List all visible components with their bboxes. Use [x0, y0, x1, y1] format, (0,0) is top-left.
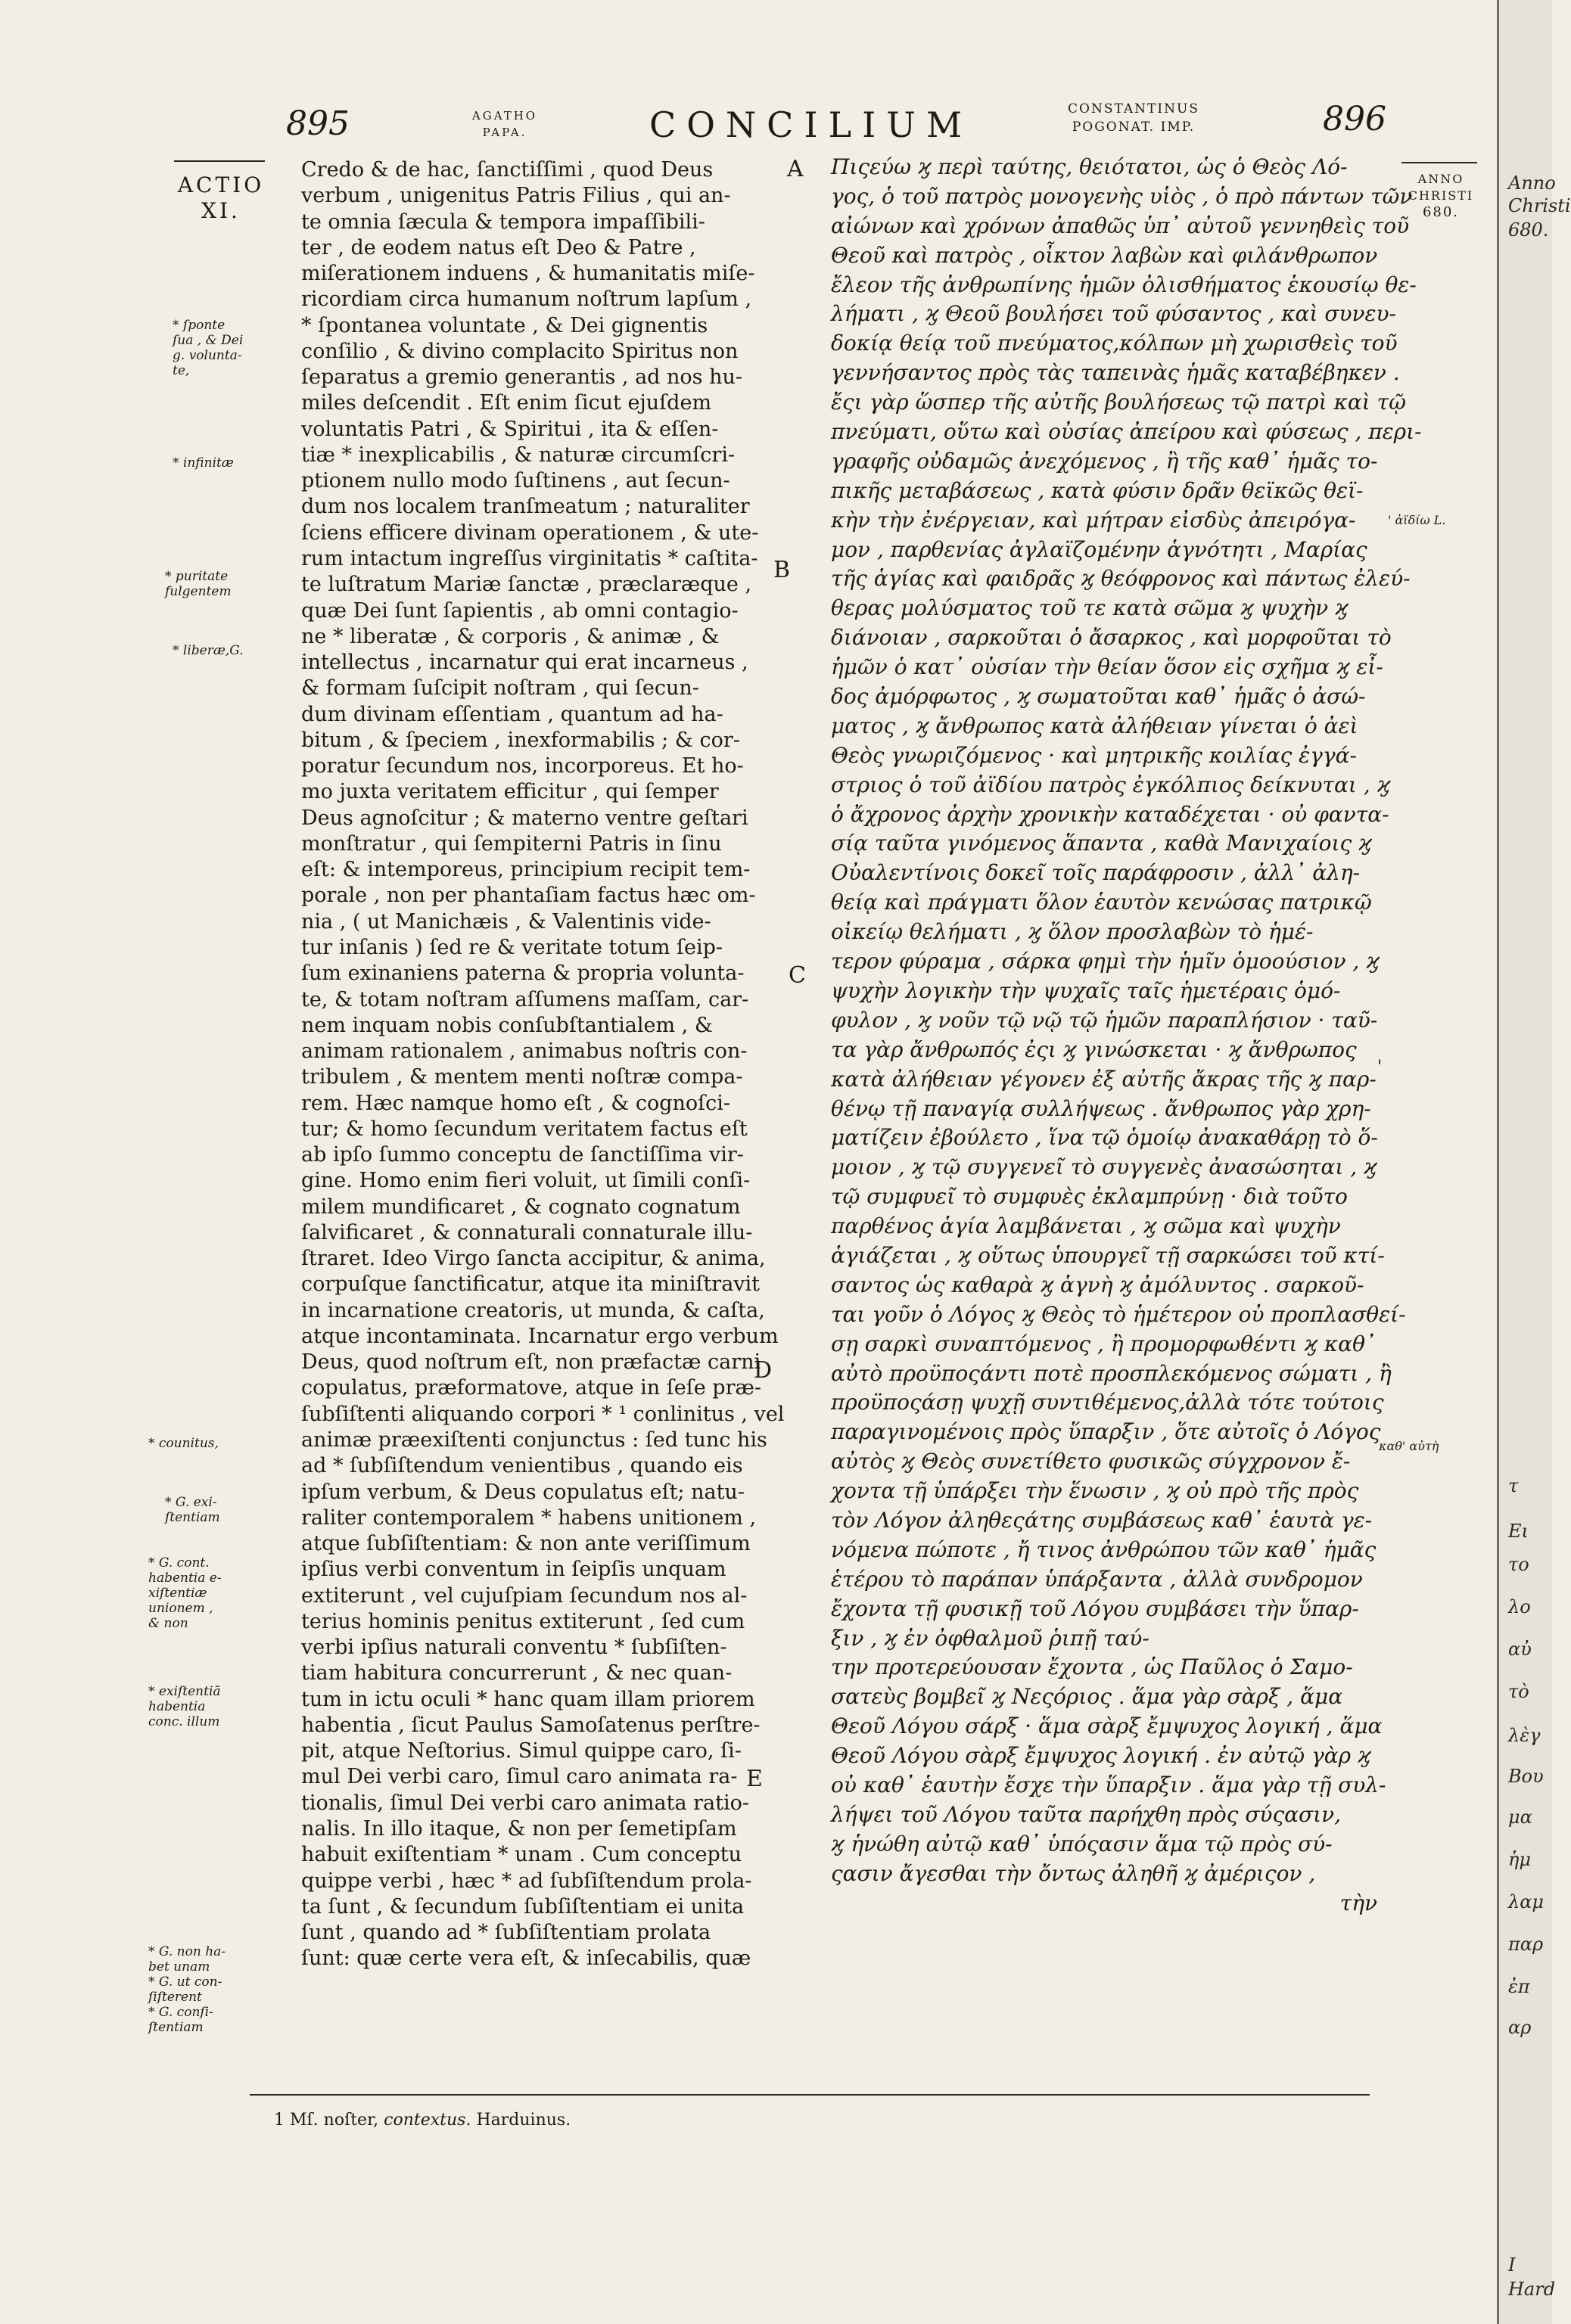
right-page-number: 896: [1323, 100, 1386, 138]
latin-line: mul Dei verbi caro, ſimul caro animata ra-: [301, 1765, 738, 1789]
greek-line: οἰκείῳ θελήματι , ϗ ὅλον προσλαβὼν τὸ ἡμέ-: [831, 919, 1314, 945]
note-line: bet unam: [148, 1959, 210, 1974]
greek-line: τερον φύραμα , σάρκα φημὶ τὴν ἡμῖν ὁμοούσιον , ϗ: [831, 949, 1380, 974]
page-title: CONCILIUM: [649, 104, 973, 145]
note-line: ſua , & Dei: [173, 333, 244, 348]
greek-line: κατὰ ἀλήθειαν γέγονεν ἐξ αὐτῆς ἄκρας τῆς ϗ παρ-: [831, 1066, 1377, 1092]
greek-line: τῆς ἁγίας καὶ φαιδρᾶς ϗ θεόφρονος καὶ πάντως ἐλεύ-: [831, 566, 1411, 592]
note-line: * ſponte: [173, 318, 226, 333]
greek-line: λήματι , ϗ Θεοῦ βουλήσει τοῦ φύσαντος , καὶ συνευ-: [831, 301, 1397, 327]
right-note-mark: ': [1377, 1058, 1383, 1077]
latin-line: milem mundificaret , & cognato cognatum: [301, 1195, 741, 1219]
margin-note-libera: [173, 643, 294, 658]
greek-line: αὐτὸ προϋποςάντι ποτὲ προσπλεκόμενος σώματι , ἢ: [831, 1360, 1392, 1386]
latin-line: Deus agnoſcitur ; & materno ventre geſtari: [301, 806, 748, 830]
greek-line: φυλον , ϗ νοῦν τῷ νῷ τῷ ἡμῶν παραπλήσιον · ταῦ-: [831, 1007, 1378, 1033]
next-page-fragment: αρ: [1508, 2017, 1532, 2038]
latin-line: terius hominis penitus extiterunt , ſed cum: [301, 1609, 745, 1633]
greek-line: Θεοῦ Λόγου σάρξ · ἅμα σὰρξ ἔμψυχος λογική , ἅμα: [831, 1713, 1383, 1739]
latin-line: ter , de eodem natus eſt Deo & Patre ,: [301, 235, 696, 259]
greek-line: ἡμῶν ὁ κατ᾽ οὐσίαν τὴν θείαν ὅσον εἰς σχῆμα ϗ εἶ-: [831, 654, 1383, 680]
latin-line: verbi ipſius naturali conventu * ſubſiſten-: [301, 1636, 727, 1660]
header-author-sub: PAPA.: [482, 126, 527, 139]
section-letter-e: E: [746, 1766, 763, 1792]
greek-line: θένῳ τῇ παναγίᾳ συλλήψεως . ἄνθρωπος γὰρ χρη-: [831, 1095, 1371, 1121]
latin-line: tribulem , & mentem menti noſtræ compa-: [301, 1065, 743, 1089]
latin-line: rem. Hæc namque homo eſt , & cognoſci-: [301, 1091, 731, 1115]
footnote: [274, 2111, 571, 2130]
latin-line: quippe verbi , hæc * ad ſubſiſtendum prola-: [301, 1869, 752, 1893]
next-page-fragment: ἐπ: [1508, 1976, 1530, 1997]
latin-line: tiam habitura concurrerunt , & nec quan-: [301, 1661, 733, 1686]
note-line: * counitus,: [148, 1436, 219, 1451]
note-line: ſtentiam: [148, 2020, 204, 2035]
latin-line: ipſius verbi conventum in ſeipſis unquam: [301, 1558, 726, 1582]
greek-line: Οὐαλεντίνοις δοκεῖ τοῖς παράφροσιν , ἀλλ᾽ ἀλη-: [831, 860, 1361, 886]
latin-line: nalis. In illo itaque, & non per ſemetipſam: [301, 1817, 737, 1841]
latin-line: animæ præexiſtenti conjunctus : ſed tunc his: [301, 1428, 767, 1452]
section-letter-b: B: [773, 557, 791, 583]
greek-line: θείᾳ καὶ πράγματι ὅλον ἑαυτὸν κενώσας πατρικῷ: [831, 890, 1372, 915]
greek-line: τὸν Λόγον ἀληθεςάτης συμβάσεως καθ᾽ ἑαυτὰ γε-: [831, 1507, 1373, 1533]
latin-line: ad * ſubſiſtendum venientibus , quando eis: [301, 1454, 743, 1478]
greek-line: ματίζειν ἐβούλετο , ἵνα τῷ ὁμοίῳ ἀνακαθάρῃ τὸ ὅ-: [831, 1125, 1378, 1151]
latin-line: conſilio , & divino complacito Spiritus non: [301, 339, 739, 363]
greek-line: ματος , ϗ ἄνθρωπος κατὰ ἀλήθειαν γίνεται ὁ ἀεὶ: [831, 713, 1358, 738]
note-line: ſiſterent: [148, 1990, 202, 2005]
greek-line: προϋποςάσῃ ψυχῇ συντιθέμενος,ἀλλὰ τότε τούτοις: [831, 1390, 1384, 1415]
latin-line: extiterunt , vel cujuſpiam ſecundum nos al-: [301, 1583, 748, 1608]
margin-note-puritate: [165, 569, 286, 599]
greek-line: ἔχοντα τῇ φυσικῇ τοῦ Λόγου συμβάσει τὴν ὕπαρ-: [831, 1595, 1359, 1621]
greek-line: στριος ὁ τοῦ ἀϊδίου πατρὸς ἐγκόλπιος δείκνυται , ϗ: [831, 772, 1391, 797]
note-line: * G. cont.: [148, 1555, 210, 1571]
greek-line: τα γὰρ ἄνθρωπός ἐςι ϗ γινώσκεται · ϗ ἄνθρωπος: [831, 1036, 1357, 1062]
note-line: * exiſtentiā: [148, 1684, 221, 1699]
latin-line: Credo & de hac, ſanctiſſimi , quod Deus: [301, 158, 714, 182]
next-page-fragment: Anno: [1508, 172, 1556, 194]
section-letter-c: C: [789, 962, 806, 989]
anno-line1: ANNO: [1417, 172, 1464, 186]
next-page-fragment: Christi: [1508, 195, 1571, 216]
latin-line: ab ipſo ſummo conceptu de ſanctiſſima vir-: [301, 1143, 744, 1167]
latin-line: intellectus , incarnatur qui erat incarneus ,: [301, 651, 748, 675]
note-line: * G. exi-: [165, 1495, 217, 1510]
margin-note-exiftentia: [148, 1684, 277, 1729]
left-page-number: 895: [286, 104, 350, 143]
anno-christi: [1400, 171, 1482, 221]
footnote-ref: Harduinus.: [476, 2111, 571, 2130]
latin-line: habuit exiſtentiam * unam . Cum conceptu: [301, 1843, 742, 1867]
greek-line: ὁ ἄχρονος ἀρχὴν χρονικὴν καταδέχεται · οὐ φαντα-: [831, 801, 1389, 827]
next-page-fragment: Hard: [1508, 2279, 1556, 2300]
latin-line: ſunt , quando ad * ſubſiſtentiam prolata: [301, 1921, 711, 1945]
greek-line: Πιςεύω ϗ περὶ ταύτης, θειότατοι, ὡς ὁ Θεὸς Λό-: [831, 154, 1348, 179]
greek-line: μοιον , ϗ τῷ συγγενεῖ τὸ συγγενὲς ἀνασώσηται , ϗ: [831, 1154, 1377, 1180]
latin-line: Deus, quod noſtrum eſt, non præfactæ carni: [301, 1350, 761, 1375]
section-letter-d: D: [754, 1357, 773, 1384]
next-page-fragment: μα: [1508, 1807, 1532, 1828]
note-line: fulgentem: [165, 584, 232, 599]
greek-line: ἔςι γὰρ ὥσπερ τῆς αὐτῆς βουλήσεως τῷ πατρὶ καὶ τῷ: [831, 390, 1406, 415]
anno-line3: 680.: [1422, 204, 1460, 220]
next-page-fragment: λο: [1508, 1596, 1531, 1617]
note-line: & non: [148, 1616, 188, 1631]
latin-line: ſum exinaniens paterna & propria volunta-: [301, 962, 745, 986]
margin-note-nonhabet: [148, 1944, 277, 2035]
greek-line: παραγινομένοις πρὸς ὕπαρξιν , ὅτε αὐτοῖς ὁ Λόγος: [831, 1419, 1381, 1445]
greek-line: Θεὸς γνωριζόμενος · καὶ μητρικῆς κοιλίας ἐγγά-: [831, 742, 1358, 768]
latin-line: dum nos localem tranſmeatum ; naturaliter: [301, 495, 750, 519]
next-page-fragment: Βου: [1508, 1766, 1544, 1787]
note-line: te,: [173, 363, 190, 378]
next-page-edge: [1497, 0, 1571, 2324]
note-line: ſtentiam: [165, 1510, 220, 1525]
note-line: * liberæ,G.: [173, 643, 244, 658]
latin-line: tur; & homo ſecundum veritatem factus eſt: [301, 1117, 748, 1141]
latin-column: [301, 157, 785, 1972]
latin-line: ipſum verbum, & Deus copulatus eſt; natu-: [301, 1480, 745, 1504]
latin-line: tionalis, ſimul Dei verbi caro animata ratio-: [301, 1791, 750, 1815]
latin-line: tum in ictu oculi * hanc quam illam priorem: [301, 1687, 755, 1711]
latin-line: nia , ( ut Manichæis , & Valentinis vide-: [301, 909, 711, 934]
latin-line: ſunt: quæ certe vera eſt, & inſecabilis, quæ: [301, 1947, 751, 1971]
greek-line: σῃ σαρκὶ συναπτόμενος , ἢ προμορφωθέντι ϗ καθ᾽: [831, 1331, 1376, 1356]
greek-line: γος, ὁ τοῦ πατρὸς μονογενὴς υἱὸς , ὁ πρὸ πάντων τῶν: [831, 183, 1413, 209]
latin-line: miles deſcendit . Eſt enim ſicut ejuſdem: [301, 391, 712, 415]
greek-line: θερας μολύσματος τοῦ τε κατὰ σῶμα ϗ ψυχὴν ϗ: [831, 595, 1349, 621]
greek-line: Θεοῦ καὶ πατρὸς , οἶκτον λαβὼν καὶ φιλάνθρωπον: [831, 242, 1378, 268]
note-line: * infinitæ: [173, 455, 234, 471]
greek-line: μον , παρθενίας ἀγλαϊζομένην ἁγνότητι , Μαρίας: [831, 536, 1367, 562]
latin-line: copulatus, præformatove, atque in ſeſe præ-: [301, 1376, 761, 1400]
latin-line: animam rationalem , animabus noſtris con-: [301, 1039, 748, 1064]
note-line: habentia: [148, 1699, 206, 1714]
latin-line: & formam ſuſcipit noſtram , qui ſecun-: [301, 676, 699, 701]
latin-line: bitum , & ſpeciem , inexformabilis ; & cor-: [301, 728, 740, 752]
right-note-l: ' ἀϊδίω L.: [1388, 513, 1446, 527]
latin-line: ſalvificaret , & connaturali connaturale illu-: [301, 1220, 753, 1244]
actio-line1: ACTIO: [177, 172, 265, 197]
greek-line: ται γοῦν ὁ Λόγος ϗ Θεὸς τὸ ἡμέτερον οὐ προπλασθεί-: [831, 1301, 1406, 1327]
header-emperor-line1: CONSTANTINUS: [1068, 101, 1199, 117]
greek-line: παρθένος ἁγία λαμβάνεται , ϗ σῶμα καὶ ψυχὴν: [831, 1213, 1341, 1239]
note-line: habentia e-: [148, 1571, 222, 1586]
latin-line: ptionem nullo modo ſuſtinens , aut ſecun-: [301, 469, 730, 493]
latin-line: ne * liberatæ , & corporis , & animæ , &: [301, 624, 720, 648]
greek-line: λήψει τοῦ Λόγου ταῦτα παρήχθη πρὸς σύςασιν,: [831, 1801, 1342, 1827]
greek-line: διάνοιαν , σαρκοῦται ὁ ἄσαρκος , καὶ μορφοῦται τὸ: [831, 625, 1392, 651]
note-line: * G. conſi-: [148, 2005, 213, 2020]
note-line: conc. illum: [148, 1714, 220, 1729]
greek-line: αἰώνων καὶ χρόνων ἀπαθῶς ὑπ᾽ αὐτοῦ γεννηθεὶς τοῦ: [831, 213, 1410, 238]
latin-line: atque ſubſiſtentiam: & non ante veriſſimum: [301, 1532, 751, 1556]
latin-line: ta ſunt , & ſecundum ſubſiſtentiam ei unita: [301, 1894, 745, 1919]
latin-line: in incarnatione creatoris, ut munda, & caſta,: [301, 1298, 765, 1322]
header-author-name: AGATHO: [471, 109, 538, 123]
next-page-fragment: το: [1508, 1554, 1529, 1575]
latin-line: raliter contemporalem * habens unitionem ,: [301, 1505, 757, 1530]
note-line: * G. non ha-: [148, 1944, 226, 1959]
note-line: xiſtentiæ: [148, 1586, 207, 1601]
latin-line: gine. Homo enim fieri voluit, ut ſimili conſi-: [301, 1169, 751, 1193]
next-page-fragment: παρ: [1508, 1934, 1544, 1955]
greek-line: σαντος ὡς καθαρὰ ϗ ἁγνὴ ϗ ἀμόλυντος . σαρκοῦ-: [831, 1272, 1364, 1297]
latin-line: poratur ſecundum nos, incorporeus. Et ho-: [301, 754, 744, 778]
actio-label: [173, 172, 269, 224]
greek-line: νόμενα πώποτε , ἤ τινος ἀνθρώπου τῶν καθ᾽ ἡμᾶς: [831, 1536, 1377, 1562]
greek-line: τῷ συμφυεῖ τὸ συμφυὲς ἐκλαμπρύνῃ · διὰ τοῦτο: [831, 1184, 1348, 1210]
greek-line: δος ἀμόρφωτος , ϗ σωματοῦται καθ᾽ ἡμᾶς ὁ ἀσώ-: [831, 684, 1366, 710]
latin-line: rum intactum ingreſſus virginitatis * caſtita-: [301, 546, 758, 570]
greek-line: την προτερεύουσαν ἔχοντα , ὡς Παῦλος ὁ Σαμο-: [831, 1654, 1353, 1680]
margin-note-cont: [148, 1555, 277, 1631]
header-author: [463, 107, 546, 141]
greek-line: χοντα τῇ ὑπάρξει τὴν ἕνωσιν , ϗ οὐ πρὸ τῆς πρὸς: [831, 1478, 1359, 1504]
latin-line: te luſtratum Mariæ ſanctæ , præclaræque ,: [301, 573, 752, 597]
note-line: * puritate: [165, 569, 229, 584]
greek-line: γραφῆς οὐδαμῶς ἀνεχόμενος , ἢ τῆς καθ᾽ ἡμᾶς το-: [831, 448, 1378, 474]
latin-line: verbum , unigenitus Patris Filius , qui an-: [301, 184, 731, 208]
greek-line: τὴν: [1339, 1890, 1377, 1915]
greek-line: Θεοῦ Λόγου σὰρξ ἔμψυχος λογική . ἐν αὐτῷ γὰρ ϗ: [831, 1743, 1371, 1769]
latin-line: atque incontaminata. Incarnatur ergo verbum: [301, 1324, 779, 1348]
latin-line: te omnia ſæcula & tempora impaſſibili-: [301, 210, 705, 234]
next-page-fragment: Ι: [1508, 2254, 1516, 2276]
latin-line: corpuſque ſanctificatur, atque ita miniſtravit: [301, 1272, 761, 1297]
next-page-fragment: τ: [1508, 1475, 1519, 1496]
next-page-fragment: αὐ: [1508, 1639, 1532, 1660]
next-page-fragment: λὲγ: [1508, 1725, 1541, 1746]
note-line: g. volunta-: [173, 348, 242, 363]
latin-line: miſerationem induens , & humanitatis miſe-: [301, 262, 755, 286]
latin-line: tur inſanis ) ſed re & veritate totum ſeip-: [301, 935, 723, 959]
greek-line: ἑτέρου τὸ παράπαν ὑπάρξαντα , ἀλλὰ συνδρομον: [831, 1566, 1363, 1592]
greek-line: ψυχὴν λογικὴν τὴν ψυχαῖς ταῖς ἡμετέραις ὁμό-: [831, 977, 1341, 1003]
latin-line: quæ Dei ſunt ſapientis , ab omni contagio-: [301, 598, 739, 623]
latin-line: voluntatis Patri , & Spiritui , ita & eſſen-: [301, 417, 719, 441]
next-page-fragment: τὸ: [1508, 1681, 1529, 1702]
footnote-rule: [250, 2094, 1370, 2096]
latin-line: ſtraret. Ideo Virgo ſancta accipitur, & anima,: [301, 1247, 766, 1271]
next-page-fragment: 680.: [1508, 219, 1549, 241]
footnote-italic: contextus.: [384, 2111, 471, 2130]
actio-line2: XI.: [201, 198, 241, 223]
greek-line: κὴν τὴν ἐνέργειαν, καὶ μήτραν εἰσδὺς ἀπειρόγα-: [831, 507, 1356, 533]
footnote-number: 1: [274, 2111, 285, 2130]
note-line: * G. ut con-: [148, 1974, 222, 1990]
latin-line: ſeparatus a gremio generantis , ad nos hu-: [301, 365, 743, 390]
greek-line: αὐτὸς ϗ Θεὸς συνετίθετο φυσικῶς σύγχρονον ἔ-: [831, 1449, 1351, 1474]
next-page-fragment: ἡμ: [1508, 1849, 1531, 1870]
latin-line: tiæ * inexplicabilis , & naturæ circumſcri-: [301, 443, 736, 467]
greek-line: οὐ καθ᾽ ἑαυτὴν ἔσχε τὴν ὕπαρξιν . ἅμα γὰρ τῇ συλ-: [831, 1772, 1386, 1797]
margin-note-exiftentiam: [165, 1495, 278, 1525]
latin-line: ricordiam circa humanum noſtrum lapſum ,: [301, 287, 752, 312]
anno-line2: CHRISTI: [1408, 188, 1474, 203]
greek-line: πνεύματι, οὕτω καὶ οὐσίας ἀπείρου καὶ φύσεως , περι-: [831, 419, 1422, 445]
right-note-kath: καθ' αὐτὴ: [1379, 1439, 1439, 1453]
greek-line: ξιν , ϗ ἐν ὀφθαλμοῦ ῥιπῇ ταύ-: [831, 1625, 1149, 1651]
header-emperor-line2: POGONAT. IMP.: [1072, 120, 1196, 135]
latin-line: monſtratur , qui ſempiterni Patris in ſinu: [301, 831, 722, 856]
greek-line: ἁγιάζεται , ϗ οὕτως ὑπουργεῖ τῇ σαρκώσει τοῦ κτί-: [831, 1242, 1385, 1268]
note-line: unionem ,: [148, 1601, 213, 1616]
greek-line: σατεὺς βομβεῖ ϗ Νεςόριος . ἅμα γὰρ σὰρξ , ἅμα: [831, 1684, 1343, 1710]
greek-line: ςασιν ἄγεσθαι τὴν ὄντως ἀληθῆ ϗ ἀμέριςον ,: [831, 1860, 1316, 1886]
latin-line: dum divinam eſſentiam , quantum ad ha-: [301, 702, 723, 726]
latin-line: te, & totam noſtram aſſumens maſſam, car-: [301, 987, 749, 1011]
latin-line: * ſpontanea voluntate , & Dei gignentis: [301, 313, 708, 337]
margin-note-counitus: [148, 1436, 292, 1451]
margin-note-sponte: [173, 318, 286, 378]
greek-line: πικῆς μεταβάσεως , κατὰ φύσιν δρᾶν θεϊκῶς θεϊ-: [831, 477, 1364, 503]
actio-rule: [174, 160, 265, 162]
greek-line: γεννήσαντος πρὸς τὰς ταπεινὰς ἡμᾶς καταβέβηκεν .: [831, 360, 1400, 386]
greek-line: ϗ ἡνώθη αὐτῷ καθ᾽ ὑπόςασιν ἅμα τῷ πρὸς σύ-: [831, 1831, 1333, 1856]
latin-line: habentia , ſicut Paulus Samoſatenus perſtre-: [301, 1713, 761, 1737]
latin-line: pit, atque Neſtorius. Simul quippe caro, ſi-: [301, 1739, 742, 1763]
next-page-fragment: λαμ: [1508, 1891, 1545, 1912]
section-letter-a: A: [787, 156, 804, 182]
header-emperor: [1035, 100, 1232, 136]
latin-line: nem inquam nobis conſubſtantialem , &: [301, 1013, 713, 1037]
latin-line: porale , non per phantaſiam factus hæc om-: [301, 884, 756, 908]
margin-note-infinite: [173, 455, 286, 471]
footnote-text: Mſ. noſter,: [290, 2111, 379, 2130]
next-page-fragment: Ει: [1508, 1521, 1529, 1542]
latin-line: ſciens efficere divinam operationem , & ute-: [301, 520, 759, 545]
latin-line: ſubſiſtenti aliquando corpori * ¹ conlinitus , vel: [301, 1402, 785, 1426]
latin-line: mo juxta veritatem efficitur , qui ſemper: [301, 780, 719, 804]
greek-line: ἔλεον τῆς ἀνθρωπίνης ἡμῶν ὀλισθήματος ἑκουσίῳ θε-: [831, 272, 1417, 297]
latin-line: eſt: & intemporeus, principium recipit tem-: [301, 858, 751, 882]
greek-line: δοκίᾳ θείᾳ τοῦ πνεύματος,κόλπων μὴ χωρισθεὶς τοῦ: [831, 331, 1398, 356]
greek-line: σίᾳ ταῦτα γινόμενος ἅπαντα , καθὰ Μανιχαίοις ϗ: [831, 831, 1372, 856]
anno-rule: [1401, 162, 1477, 163]
